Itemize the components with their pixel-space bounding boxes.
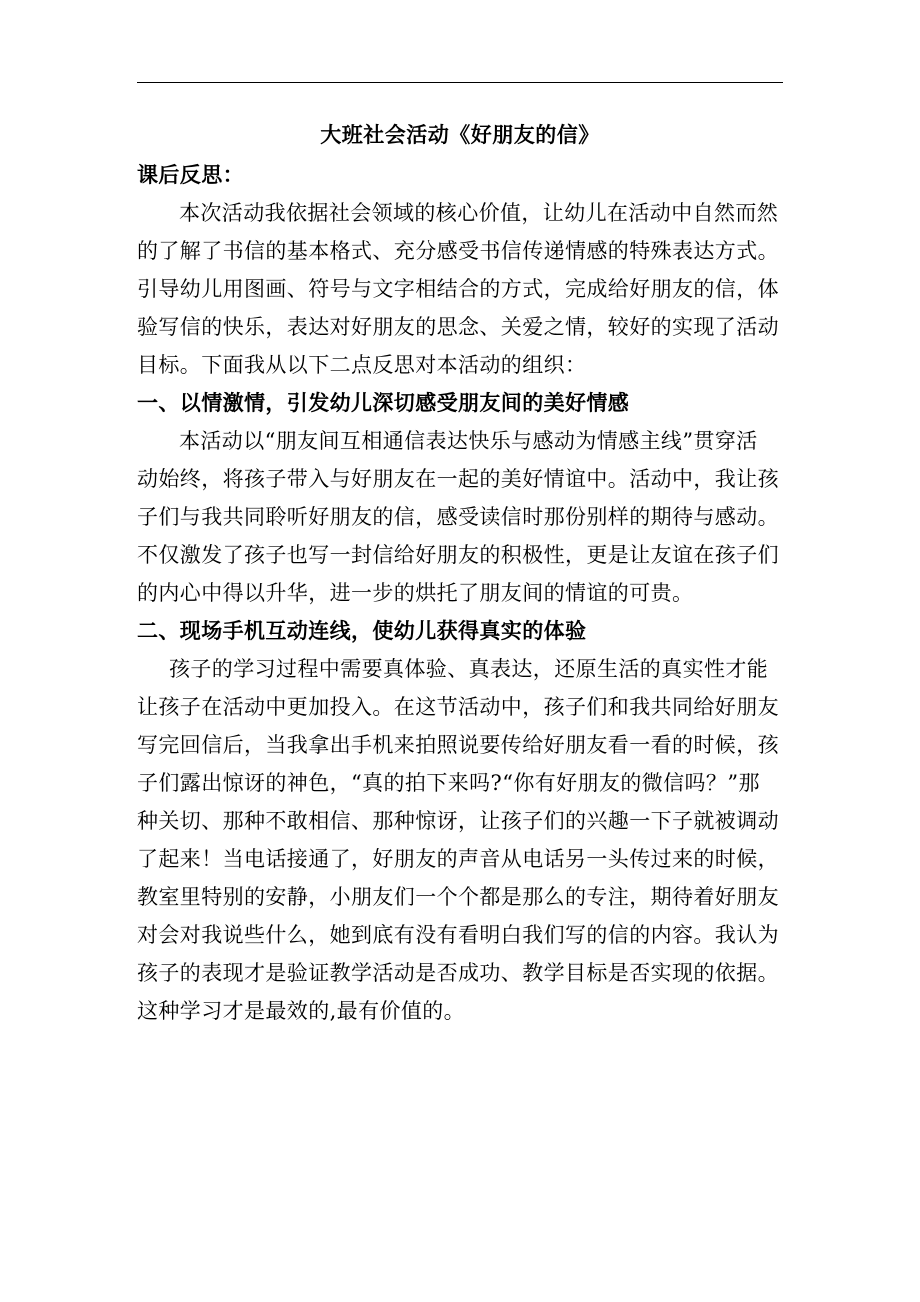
point1-line: 子们与我共同聆听好朋友的信，感受读信时那份别样的期待与感动。 — [137, 505, 779, 529]
intro-line: 目标。下面我从以下二点反思对本活动的组织： — [137, 353, 587, 377]
point2-line: 写完回信后，当我拿出手机来拍照说要传给好朋友看一看的时候，孩 — [137, 733, 779, 757]
intro-line: 验写信的快乐，表达对好朋友的思念、关爱之情，较好的实现了活动 — [137, 315, 779, 339]
section-heading: 课后反思： — [137, 162, 244, 187]
point2-line: 种关切、那种不敢相信、那种惊讶，让孩子们的兴趣一下子就被调动 — [137, 809, 779, 833]
header-rule — [137, 82, 783, 83]
point2-line: 教室里特别的安静，小朋友们一个个都是那么的专注，期待着好朋友 — [137, 885, 779, 909]
point2-line: 子们露出惊讶的神色，“真的拍下来吗?“你有好朋友的微信吗？”那 — [137, 771, 760, 795]
point2-line: 了起来！当电话接通了，好朋友的声音从电话另一头传过来的时候， — [137, 847, 779, 871]
point2-line: 这种学习才是最效的,最有价值的。 — [137, 999, 466, 1023]
point2-line: 孩子的表现才是验证教学活动是否成功、教学目标是否实现的依据。 — [137, 961, 779, 985]
intro-line: 引导幼儿用图画、符号与文字相结合的方式，完成给好朋友的信，体 — [137, 277, 779, 301]
point1-heading: 一、以情激情，引发幼儿深切感受朋友间的美好情感 — [137, 390, 630, 415]
intro-line: 本次活动我依据社会领域的核心价值，让幼儿在活动中自然而然 — [179, 201, 779, 225]
point1-line: 动始终，将孩子带入与好朋友在一起的美好情谊中。活动中，我让孩 — [137, 467, 779, 491]
point2-line: 对会对我说些什么，她到底有没有看明白我们写的信的内容。我认为 — [137, 923, 779, 947]
document-body — [137, 156, 777, 1030]
point1-line: 本活动以“朋友间互相通信表达快乐与感动为情感主线”贯穿活 — [179, 429, 758, 453]
point2-line: 让孩子在活动中更加投入。在这节活动中，孩子们和我共同给好朋友 — [137, 695, 779, 719]
page-title: 大班社会活动《好朋友的信》 — [320, 122, 600, 147]
point1-line: 不仅激发了孩子也写一封信给好朋友的积极性，更是让友谊在孩子们 — [137, 543, 779, 567]
intro-line: 的了解了书信的基本格式、充分感受书信传递情感的特殊表达方式。 — [137, 239, 779, 263]
point2-line: 孩子的学习过程中需要真体验、真表达，还原生活的真实性才能 — [169, 657, 769, 681]
point1-line: 的内心中得以升华，进一步的烘托了朋友间的情谊的可贵。 — [137, 581, 694, 605]
point2-heading: 二、现场手机互动连线，使幼儿获得真实的体验 — [137, 618, 587, 643]
